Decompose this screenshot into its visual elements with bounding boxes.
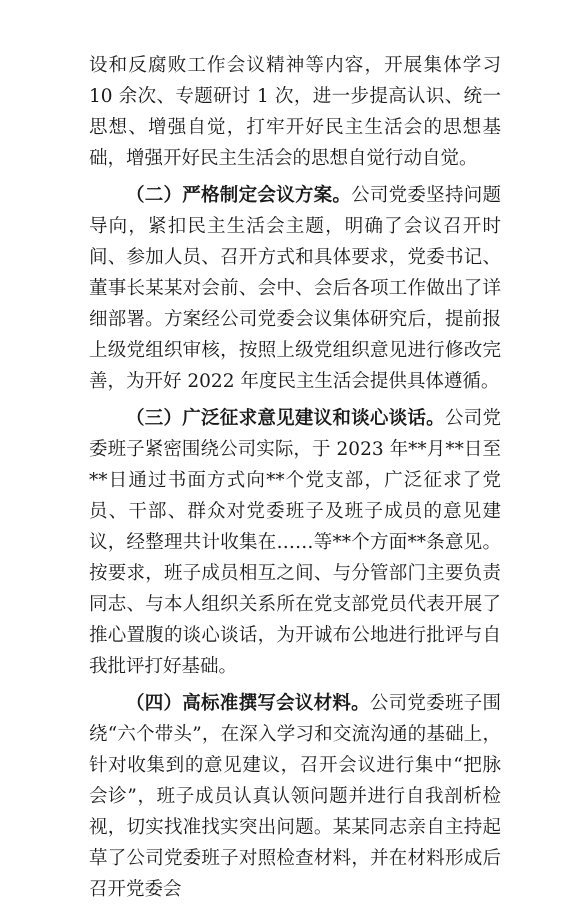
paragraph-section-4 xyxy=(89,688,501,905)
paragraph-text: 公司党委班子围绕“六个带头”，在深入学习和交流沟通的基础上，针对收集到的意见建议，召开会议进行集中“把脉会诊”，班子成员认真认领问题并进行自我剖析检视，切实找准找实突出问题。某某同志亲自主持起草了公司党委班子对照检查材料，并在材料形成后召开党委会 xyxy=(89,693,501,900)
section-heading: （四）高标准撰写会议材料。 xyxy=(126,693,370,714)
paragraph-section-2 xyxy=(89,180,501,397)
document-body xyxy=(89,50,501,911)
section-heading: （三）广泛征求意见建议和谈心谈话。 xyxy=(126,408,445,429)
paragraph-text: 公司党委坚持问题导向，紧扣民主生活会主题，明确了会议召开时间、参加人员、召开方式和具体要求，党委书记、董事长某某对会前、会中、会后各项工作做出了详细部署。方案经公司党委会议集体研究后，提前报上级党组织审核，按照上级党组织意见进行修改完善，为开好 2022 年度民主生活会提供具体遵循。 xyxy=(89,185,501,392)
section-heading: （二）严格制定会议方案。 xyxy=(126,185,352,206)
paragraph-text: 公司党委班子紧密围绕公司实际，于 2023 年**月**日至**日通过书面方式向**个党支部，广泛征求了党员、干部、群众对党委班子及班子成员的意见建议，经整理共计收集在……等**个方面**条意见。按要求，班子成员相互之间、与分管部门主要负责同志、与本人组织关系所在党支部党员代表开展了推心置腹的谈心谈话，为开诚布公地进行批评与自我批评打好基础。 xyxy=(89,408,501,677)
paragraph-text: 设和反腐败工作会议精神等内容，开展集体学习 10 余次、专题研讨 1 次，进一步提高认识、统一思想、增强自觉，打牢开好民主生活会的思想基础，增强开好民主生活会的思想自觉行动自觉。 xyxy=(89,55,501,169)
paragraph-continuation xyxy=(89,50,501,174)
paragraph-section-3 xyxy=(89,403,501,682)
